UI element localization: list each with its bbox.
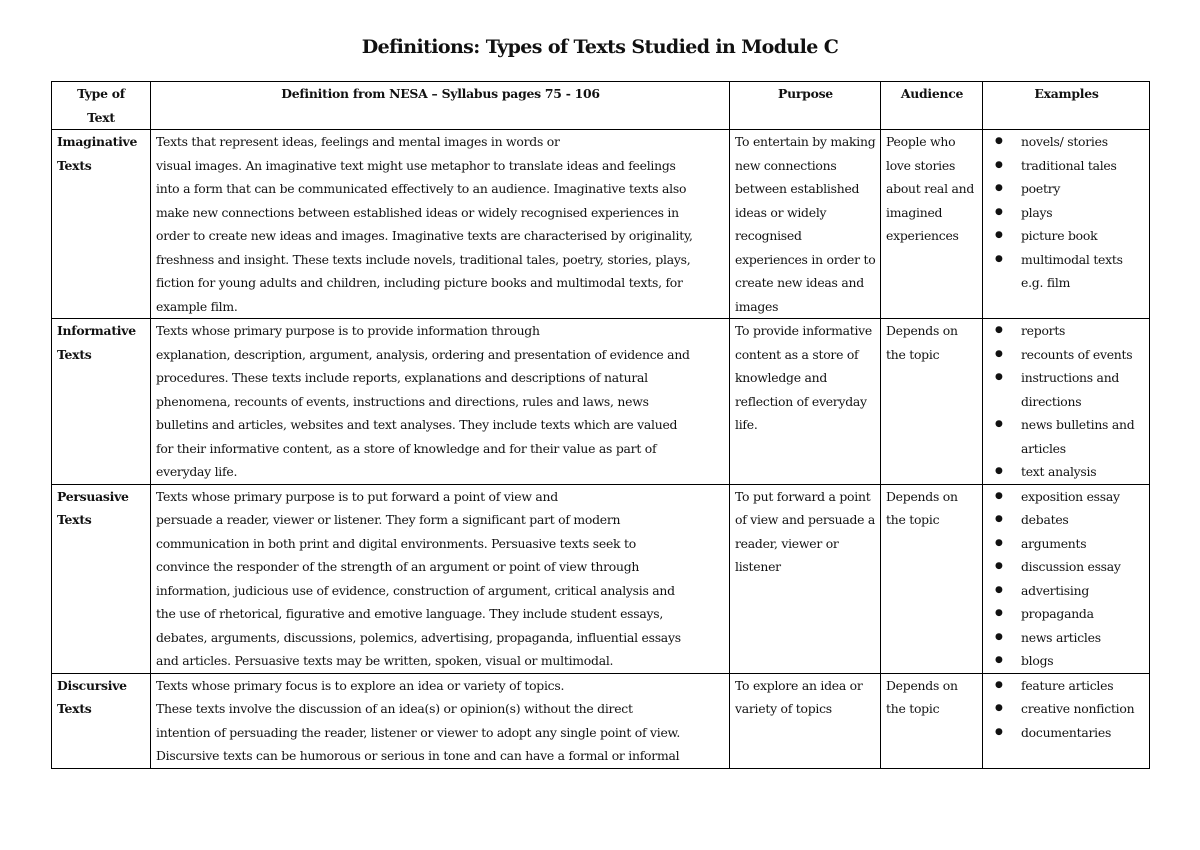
examples-cell	[983, 130, 1150, 319]
example-item: ● creative nonfiction	[1021, 697, 1145, 721]
definition-line: These texts involve the discussion of an idea(s) or opinion(s) without the direct	[156, 701, 633, 716]
example-item: ● debates	[1021, 508, 1145, 532]
purpose-cell: To entertain by making new connections between established ideas or widely recognised experiences in order to create new ideas and images	[730, 130, 881, 319]
example-item: ● recounts of events	[1021, 343, 1145, 367]
text-type-cell	[52, 484, 151, 673]
definition-line: freshness and insight. These texts include novels, traditional tales, poetry, stories, plays,	[156, 251, 691, 267]
example-item: ● traditional tales	[1021, 154, 1145, 178]
examples-list	[983, 485, 1145, 673]
example-item: ● advertising	[1021, 579, 1145, 603]
text-types-table	[51, 81, 1150, 769]
example-item: ● blogs	[1021, 649, 1145, 673]
text-type-cell	[52, 319, 151, 485]
definition-line: convince the responder of the strength of an argument or point of view through	[156, 559, 640, 574]
definition-line: intention of persuading the reader, listener or viewer to adopt any single point of view.	[156, 724, 681, 740]
examples-cell	[983, 319, 1150, 485]
example-item: ● text analysis	[1021, 460, 1145, 484]
header-row	[52, 82, 1150, 130]
text-type-label: Texts	[57, 157, 92, 173]
purpose-cell: To put forward a point of view and persuade a reader, viewer or listener	[730, 484, 881, 673]
text-type-label: Informative	[57, 323, 136, 338]
example-item: ● discussion essay	[1021, 555, 1145, 579]
definition-line: Discursive texts can be humorous or serious in tone and can have a formal or informal	[156, 748, 680, 763]
text-type-label: Persuasive	[57, 488, 129, 504]
audience-cell: Depends on the topic	[881, 673, 983, 768]
audience-cell: Depends on the topic	[881, 484, 983, 673]
header-examples: Examples	[983, 82, 1150, 130]
example-item: ● novels/ stories	[1021, 130, 1145, 154]
definition-line: Texts whose primary purpose is to provide information through	[156, 323, 540, 338]
definition-line: everyday life.	[156, 464, 238, 479]
header-audience: Audience	[881, 82, 983, 130]
text-type-cell	[52, 130, 151, 319]
example-item: ● documentaries	[1021, 721, 1145, 745]
definition-line: Texts that represent ideas, feelings and mental images in words or	[156, 134, 560, 149]
definition-cell	[151, 130, 730, 319]
examples-cell	[983, 484, 1150, 673]
definition-cell	[151, 319, 730, 485]
table-row	[52, 319, 1150, 485]
example-item: ● news articles	[1021, 626, 1145, 650]
example-item: ● feature articles	[1021, 674, 1145, 698]
examples-list	[983, 674, 1145, 745]
example-item: ● arguments	[1021, 532, 1145, 556]
definition-line: debates, arguments, discussions, polemics, advertising, propaganda, influential essays	[156, 629, 681, 645]
definition-line: explanation, description, argument, analysis, ordering and presentation of evidence and	[156, 346, 690, 362]
table-row	[52, 673, 1150, 768]
definition-line: example film.	[156, 298, 238, 314]
example-item: ● reports	[1021, 319, 1145, 343]
header-type: Type of Text	[52, 82, 151, 130]
definition-line: for their informative content, as a store of knowledge and for their value as part of	[156, 440, 657, 456]
header-purpose: Purpose	[730, 82, 881, 130]
definition-line: visual images. An imaginative text might use metaphor to translate ideas and feelings	[156, 157, 676, 173]
example-item: ● exposition essay	[1021, 485, 1145, 509]
definition-line: the use of rhetorical, figurative and emotive language. They include student essays,	[156, 606, 664, 621]
example-item: ● propaganda	[1021, 602, 1145, 626]
header-definition: Definition from NESA – Syllabus pages 75 - 106	[151, 82, 730, 130]
text-type-label: Texts	[57, 512, 92, 527]
definition-line: order to create new ideas and images. Imaginative texts are characterised by originality,	[156, 228, 693, 243]
example-item: ● instructions and directions	[1021, 366, 1145, 413]
examples-list	[983, 130, 1145, 295]
definition-line: procedures. These texts include reports, explanations and descriptions of natural	[156, 370, 648, 385]
text-type-cell	[52, 673, 151, 768]
audience-cell: Depends on the topic	[881, 319, 983, 485]
example-item: ● picture book	[1021, 224, 1145, 248]
examples-cell	[983, 673, 1150, 768]
page-title: Definitions: Types of Texts Studied in Module C	[361, 36, 839, 58]
definition-line: communication in both print and digital environments. Persuasive texts seek to	[156, 535, 636, 551]
definition-line: Texts whose primary focus is to explore an idea or variety of topics.	[156, 677, 565, 693]
text-type-label: Discursive	[57, 677, 127, 693]
examples-list	[983, 319, 1145, 484]
definition-line: make new connections between established ideas or widely recognised experiences in	[156, 204, 679, 220]
definition-line: bulletins and articles, websites and text analyses. They include texts which are valued	[156, 417, 678, 432]
example-item: ● news bulletins and articles	[1021, 413, 1145, 460]
text-type-label: Texts	[57, 701, 92, 716]
text-type-label: Texts	[57, 346, 92, 362]
definition-cell	[151, 484, 730, 673]
definition-line: and articles. Persuasive texts may be written, spoken, visual or multimodal.	[156, 653, 614, 668]
purpose-cell: To provide informative content as a store of knowledge and reflection of everyday life.	[730, 319, 881, 485]
definition-line: persuade a reader, viewer or listener. They form a significant part of modern	[156, 512, 621, 527]
example-item: ● multimodal texts e.g. film	[1021, 248, 1145, 295]
audience-cell: People who love stories about real and imagined experiences	[881, 130, 983, 319]
example-item: ● poetry	[1021, 177, 1145, 201]
table-row	[52, 130, 1150, 319]
purpose-cell: To explore an idea or variety of topics	[730, 673, 881, 768]
definition-line: fiction for young adults and children, including picture books and multimodal texts, for	[156, 275, 683, 290]
example-item: ● plays	[1021, 201, 1145, 225]
table-row	[52, 484, 1150, 673]
text-type-label: Imaginative	[57, 134, 138, 149]
definition-line: Texts whose primary purpose is to put forward a point of view and	[156, 488, 558, 504]
definition-line: phenomena, recounts of events, instructions and directions, rules and laws, news	[156, 393, 649, 409]
definition-cell	[151, 673, 730, 768]
definition-line: into a form that can be communicated effectively to an audience. Imaginative texts also	[156, 181, 687, 196]
definition-line: information, judicious use of evidence, construction of argument, critical analysis and	[156, 582, 675, 598]
